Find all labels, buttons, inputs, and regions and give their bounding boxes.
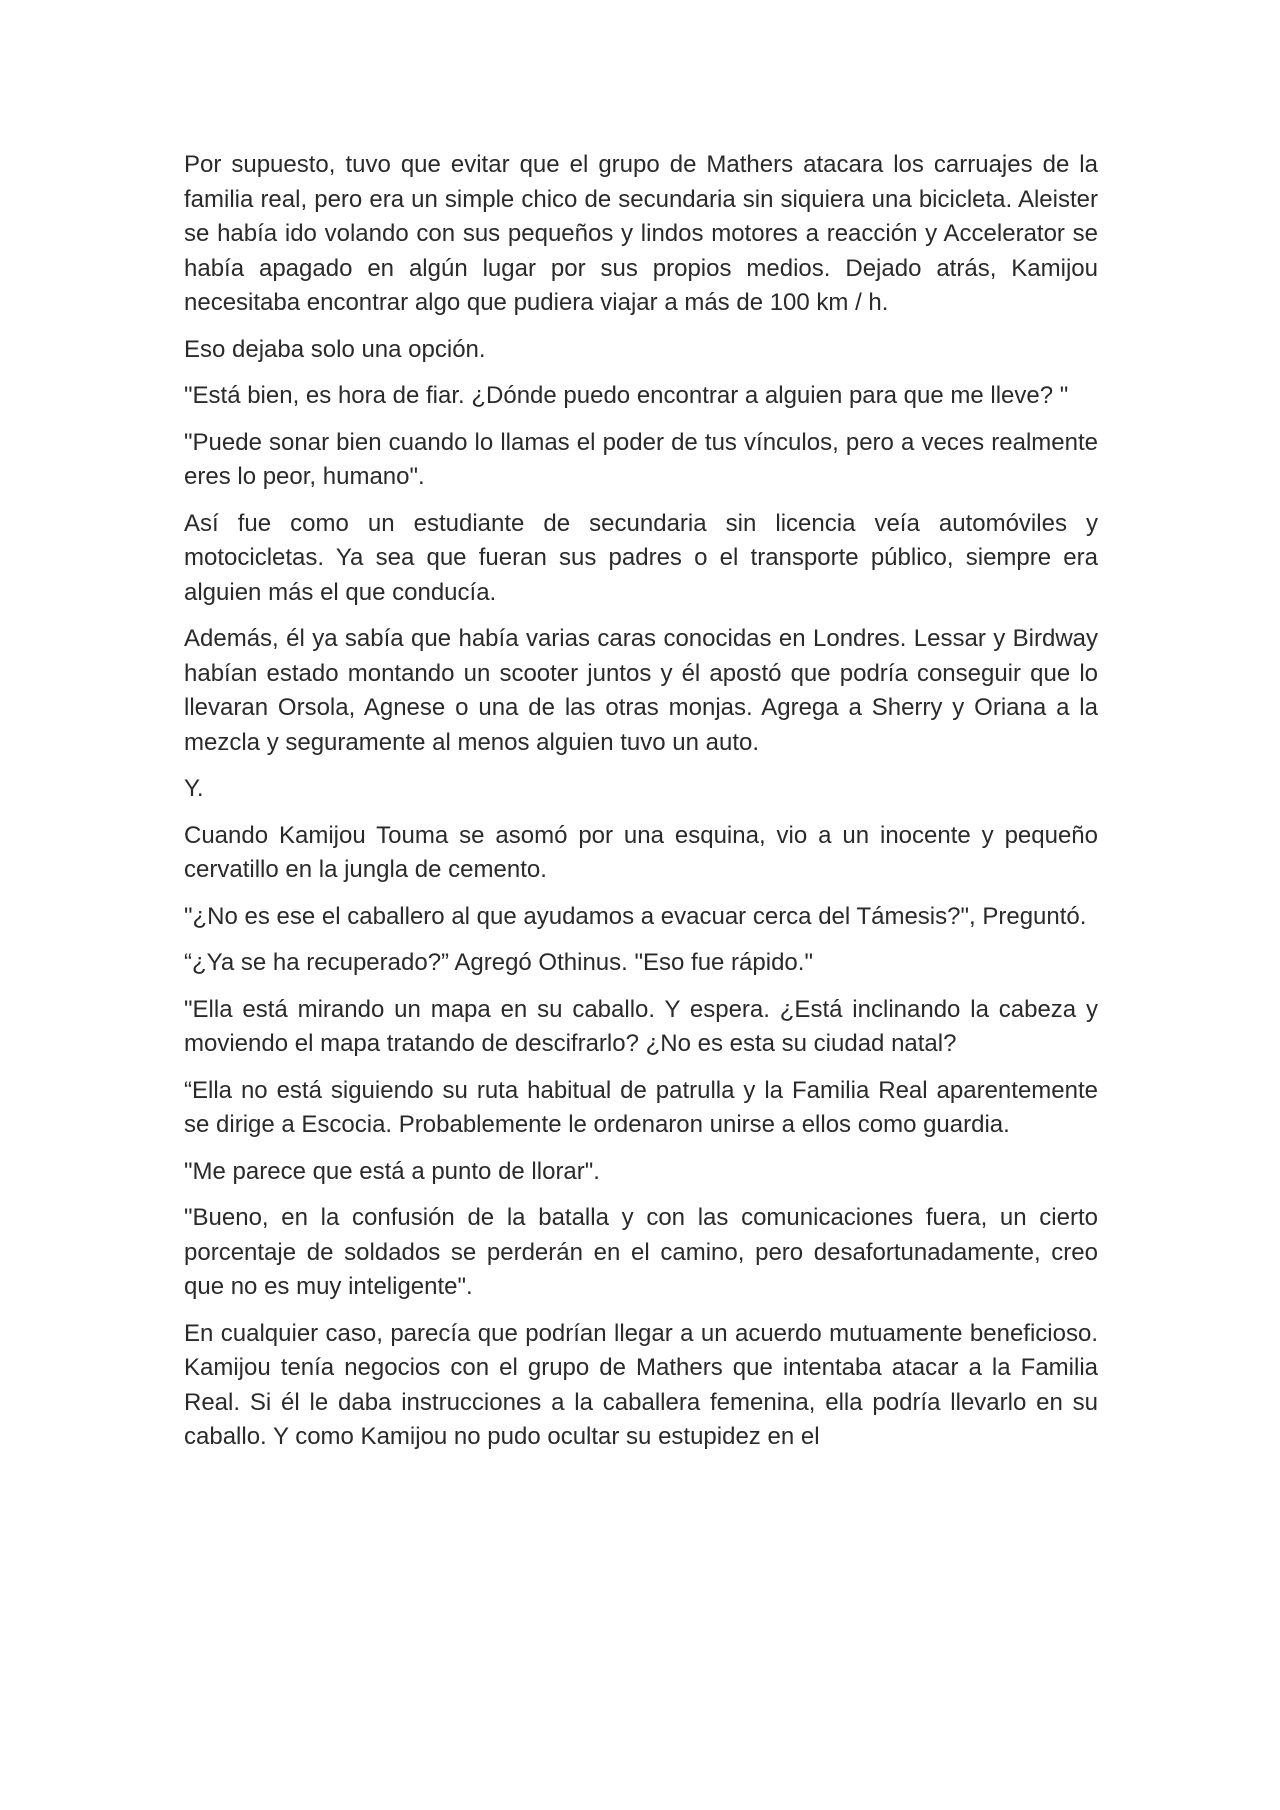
paragraph-13: "Me parece que está a punto de llorar". (184, 1157, 600, 1185)
paragraph-4: "Puede sonar bien cuando lo llamas el poder de tus vínculos, pero a veces realmente eres lo peor, humano". (184, 428, 1098, 490)
paragraph-11: "Ella está mirando un mapa en su caballo. Y espera. ¿Está inclinando la cabeza y moviendo el mapa tratando de descifrarlo? ¿No es esta su ciudad natal? (184, 995, 1098, 1057)
paragraph-12: “Ella no está siguiendo su ruta habitual de patrulla y la Familia Real aparentemente se dirige a Escocia. Probablemente le ordenaron unirse a ellos como guardia. (184, 1076, 1098, 1138)
paragraph-15: En cualquier caso, parecía que podrían llegar a un acuerdo mutuamente beneficioso. Kamijou tenía negocios con el grupo de Mathers que intentaba atacar a la Familia Real. Si él le daba instrucciones a la caballera femenina, ella podría llevarlo en su caballo. Y como Kamijou no pudo ocultar su estupidez en el (184, 1319, 1098, 1450)
paragraph-1: Por supuesto, tuvo que evitar que el grupo de Mathers atacara los carruajes de la familia real, pero era un simple chico de secundaria sin siquiera una bicicleta. Aleister se había ido volando con sus pequeños y lindos motores a reacción y Accelerator se había apagado en algún lugar por sus propios medios. Dejado atrás, Kamijou necesitaba encontrar algo que pudiera viajar a más de 100 km / h. (184, 151, 1098, 316)
paragraph-8: Cuando Kamijou Touma se asomó por una esquina, vio a un inocente y pequeño cervatillo en la jungla de cemento. (184, 821, 1098, 883)
document-page (184, 148, 1098, 1467)
paragraph-5: Así fue como un estudiante de secundaria sin licencia veía automóviles y motocicletas. Ya sea que fueran sus padres o el transporte público, siempre era alguien más el que conducía. (184, 509, 1098, 606)
paragraph-2: Eso dejaba solo una opción. (184, 335, 486, 363)
paragraph-10: “¿Ya se ha recuperado?” Agregó Othinus. "Eso fue rápido." (184, 949, 813, 976)
paragraph-7: Y. (184, 775, 204, 802)
paragraph-14: "Bueno, en la confusión de la batalla y con las comunicaciones fuera, un cierto porcentaje de soldados se perderán en el camino, pero desafortunadamente, creo que no es muy inteligente". (184, 1204, 1098, 1300)
paragraph-3: "Está bien, es hora de fiar. ¿Dónde puedo encontrar a alguien para que me lleve? " (184, 382, 1069, 409)
paragraph-6: Además, él ya sabía que había varias caras conocidas en Londres. Lessar y Birdway habían estado montando un scooter juntos y él apostó que podría conseguir que lo llevaran Orsola, Agnese o una de las otras monjas. Agrega a Sherry y Oriana a la mezcla y seguramente al menos alguien tuvo un auto. (184, 625, 1098, 756)
paragraph-9: "¿No es ese el caballero al que ayudamos a evacuar cerca del Támesis?", Preguntó. (184, 902, 1087, 930)
